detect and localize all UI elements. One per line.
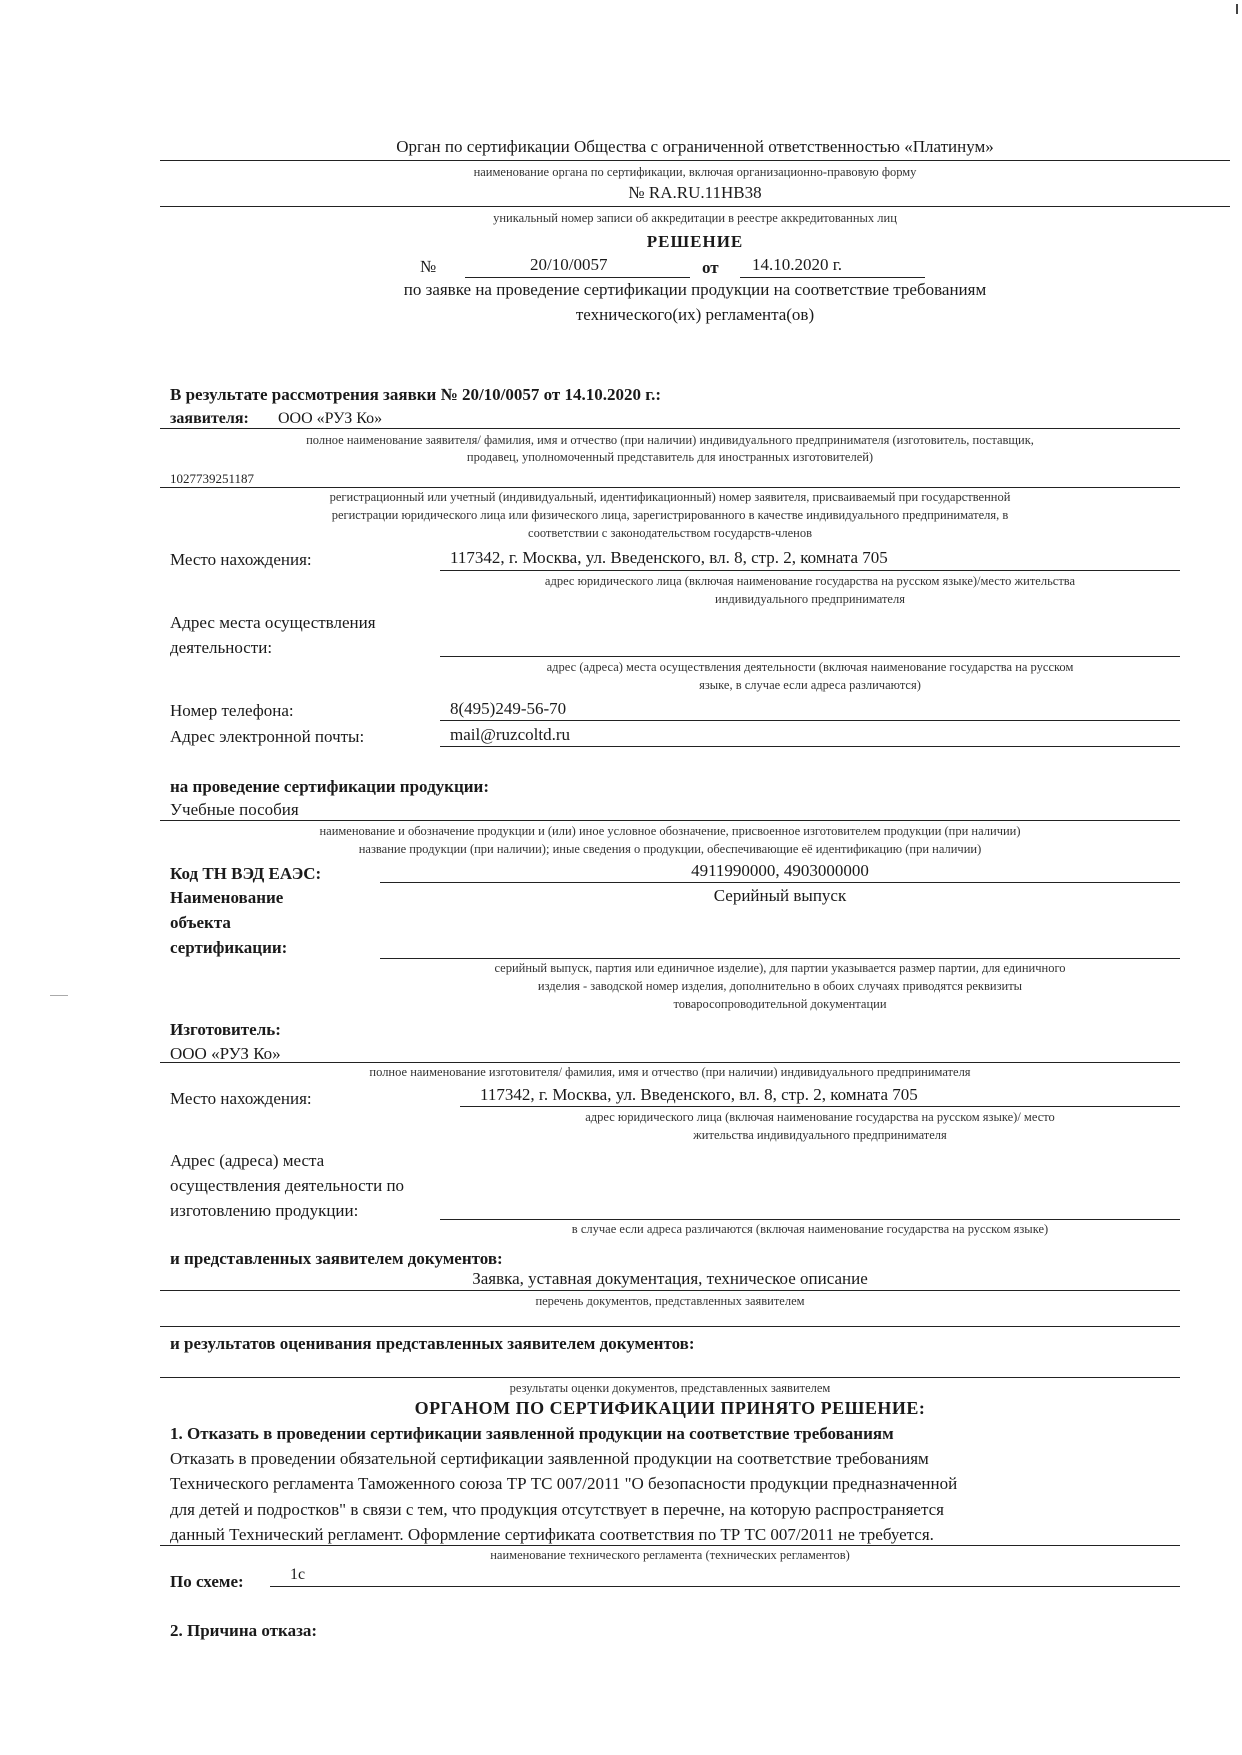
certification-object-label: Наименование — [170, 888, 284, 907]
scan-edge-mark — [1236, 4, 1238, 14]
underline — [160, 1326, 1180, 1327]
applicant-name-caption: продавец, уполномоченный представитель для иностранных изготовителей) — [466, 450, 874, 464]
phone-value: 8(495)249-56-70 — [450, 699, 567, 718]
production-address-label: осуществления деятельности по — [170, 1176, 405, 1195]
certification-body-name: Орган по сертификации Общества с ограниченной ответственностью «Платинум» — [396, 137, 994, 156]
underline — [460, 1106, 1180, 1107]
production-address-label: Адрес (адреса) места — [170, 1151, 325, 1170]
decision-heading: ОРГАНОМ ПО СЕРТИФИКАЦИИ ПРИНЯТО РЕШЕНИЕ: — [414, 1398, 926, 1418]
email-value: mail@ruzcoltd.ru — [450, 725, 570, 744]
applicant-registration-number: 1027739251187 — [170, 471, 255, 486]
production-address-label: изготовлению продукции: — [170, 1201, 359, 1220]
decision-item-2-title: 2. Причина отказа: — [170, 1621, 318, 1640]
decision-subtitle: технического(их) регламента(ов) — [575, 305, 815, 324]
certification-object-caption: товаросопроводительной документации — [673, 997, 887, 1011]
scheme-value: 1с — [290, 1566, 306, 1583]
underline — [160, 160, 1230, 161]
decision-text: данный Технический регламент. Оформление сертификата соответствия по ТР ТС 007/2011 не требуется. — [170, 1525, 934, 1544]
product-caption: название продукции (при наличии); иные сведения о продукции, обеспечивающие её идентификацию (при наличии) — [358, 842, 982, 856]
applicant-label: заявителя: — [170, 410, 249, 427]
registration-caption: регистрации юридического лица или физического лица, зарегистрированного в качестве индивидуального предпринимателя, в — [331, 508, 1009, 522]
documents-value: Заявка, уставная документация, техническое описание — [472, 1269, 868, 1288]
decision-date-label: от — [702, 258, 719, 277]
decision-subtitle: по заявке на проведение сертификации продукции на соответствие требованиям — [403, 280, 987, 299]
manufacturer-heading: Изготовитель: — [170, 1020, 281, 1039]
underline — [440, 746, 1180, 747]
certification-object-label: сертификации: — [170, 938, 288, 957]
decision-item-1-title: 1. Отказать в проведении сертификации заявленной продукции на соответствие требованиям — [170, 1424, 894, 1443]
decision-text: для детей и подростков" в связи с тем, что продукция отсутствует в перечне, на которую распространяется — [170, 1500, 944, 1519]
evaluation-heading: и результатов оценивания представленных заявителем документов: — [170, 1334, 695, 1353]
applicant-name: ООО «РУЗ Ко» — [278, 410, 383, 427]
certification-object-value: Серийный выпуск — [713, 886, 847, 905]
accreditation-number: № RA.RU.11НВ38 — [628, 183, 762, 202]
evaluation-caption: результаты оценки документов, представленных заявителем — [509, 1381, 831, 1395]
document-title: РЕШЕНИЕ — [646, 232, 744, 251]
decision-date: 14.10.2020 г. — [752, 255, 843, 274]
underline — [160, 1290, 1180, 1291]
underline — [160, 1377, 1180, 1378]
underline — [160, 487, 1180, 488]
underline — [440, 1219, 1180, 1220]
regulation-caption: наименование технического регламента (технических регламентов) — [490, 1548, 850, 1562]
underline — [160, 428, 1180, 429]
underline — [440, 656, 1180, 657]
underline — [440, 570, 1180, 571]
review-intro: В результате рассмотрения заявки № 20/10/0057 от 14.10.2020 г.: — [170, 385, 661, 404]
applicant-location-caption: адрес юридического лица (включая наименование государства на русском языке)/место жительства — [544, 574, 1076, 588]
activity-address-caption: языке, в случае если адреса различаются) — [699, 678, 921, 692]
underline — [160, 1062, 1180, 1063]
registration-caption: регистрационный или учетный (индивидуальный, идентификационный) номер заявителя, присваиваемый при государственной — [329, 490, 1011, 504]
documents-caption: перечень документов, представленных заявителем — [535, 1294, 805, 1308]
certification-object-caption: изделия - заводской номер изделия, дополнительно в обоих случаях приводятся реквизиты — [537, 979, 1023, 993]
manufacturer-name: ООО «РУЗ Ко» — [170, 1044, 281, 1063]
underline — [465, 277, 690, 278]
underline — [440, 720, 1180, 721]
decision-text: Технического регламента Таможенного союза ТР ТС 007/2011 "О безопасности продукции предназначенной — [170, 1474, 958, 1493]
decision-text: Отказать в проведении обязательной сертификации заявленной продукции на соответствие требованиям — [170, 1449, 929, 1468]
certification-object-label: объекта — [170, 913, 231, 932]
activity-address-label: деятельности: — [170, 638, 273, 657]
accreditation-caption: уникальный номер записи об аккредитации в реестре аккредитованных лиц — [493, 211, 897, 225]
product-caption: наименование и обозначение продукции и (или) иное условное обозначение, присвоенное изготовителем продукции (при наличии) — [319, 824, 1021, 838]
activity-address-label: Адрес места осуществления — [170, 613, 376, 632]
decision-number-label: № — [420, 257, 437, 276]
scheme-label: По схеме: — [170, 1572, 244, 1591]
underline — [160, 206, 1230, 207]
scan-edge-mark — [50, 995, 68, 996]
underline — [270, 1586, 1180, 1587]
documents-heading: и представленных заявителем документов: — [170, 1249, 503, 1268]
certification-object-caption: серийный выпуск, партия или единичное изделие), для партии указывается размер партии, для единичного — [494, 961, 1066, 975]
underline — [160, 820, 1180, 821]
tnved-code-value: 4911990000, 4903000000 — [691, 861, 869, 880]
registration-caption: соответствии с законодательством государств-членов — [528, 526, 812, 540]
applicant-location: 117342, г. Москва, ул. Введенского, вл. 8, стр. 2, комната 705 — [450, 548, 888, 567]
tnved-code-label: Код ТН ВЭД ЕАЭС: — [170, 864, 322, 883]
production-address-caption: в случае если адреса различаются (включая наименование государства на русском языке) — [571, 1222, 1049, 1236]
phone-label: Номер телефона: — [170, 701, 294, 720]
manufacturer-name-caption: полное наименование изготовителя/ фамилия, имя и отчество (при наличии) индивидуального предпринимателя — [369, 1065, 971, 1079]
underline — [380, 958, 1180, 959]
applicant-location-label: Место нахождения: — [170, 550, 312, 569]
manufacturer-location: 117342, г. Москва, ул. Введенского, вл. 8, стр. 2, комната 705 — [480, 1085, 918, 1104]
underline — [380, 882, 1180, 883]
manufacturer-location-label: Место нахождения: — [170, 1089, 312, 1108]
applicant-location-caption: индивидуального предпринимателя — [715, 592, 905, 606]
manufacturer-location-caption: адрес юридического лица (включая наименование государства на русском языке)/ место — [585, 1110, 1055, 1124]
underline — [160, 1545, 1180, 1546]
underline — [740, 277, 925, 278]
email-label: Адрес электронной почты: — [170, 727, 365, 746]
decision-number: 20/10/0057 — [530, 255, 608, 274]
activity-address-caption: адрес (адреса) места осуществления деятельности (включая наименование государства на русском — [546, 660, 1074, 674]
certification-body-caption: наименование органа по сертификации, включая организационно-правовую форму — [473, 165, 917, 179]
applicant-name-caption: полное наименование заявителя/ фамилия, имя и отчество (при наличии) индивидуального предпринимателя (изготовитель, поставщик, — [306, 433, 1034, 447]
product-name: Учебные пособия — [170, 800, 299, 819]
product-heading: на проведение сертификации продукции: — [170, 777, 490, 796]
manufacturer-location-caption: жительства индивидуального предпринимателя — [693, 1128, 947, 1142]
